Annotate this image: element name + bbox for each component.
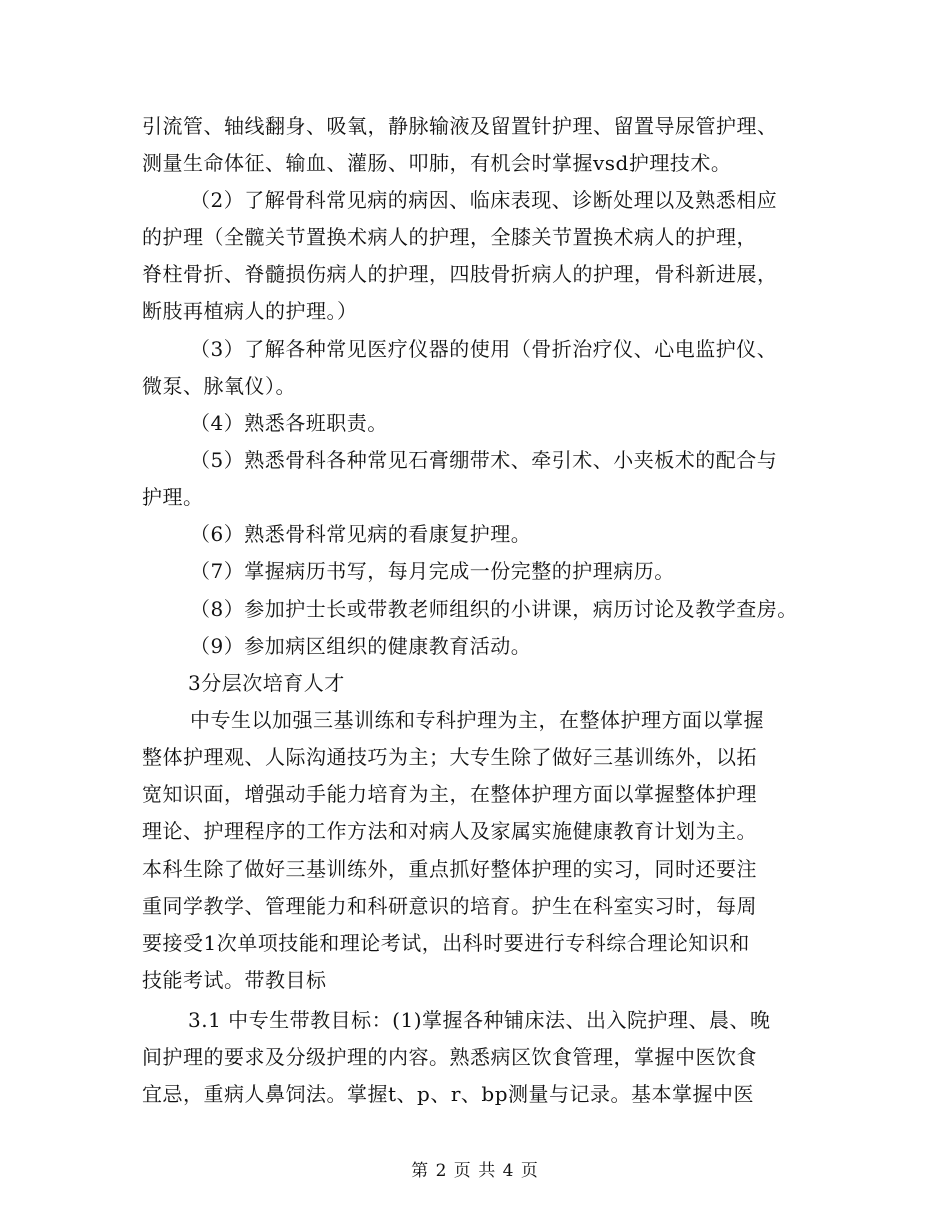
text-line: 引流管、轴线翻身、吸氧，静脉输液及留置针护理、留置导尿管护理、 [142,114,778,138]
text-line: 断肢再植病人的护理。） [142,299,358,323]
page-number-footer: 第 2 页 共 4 页 [411,1161,539,1181]
text-line: （6）熟悉骨科常见病的看康复护理。 [190,522,532,546]
text-line: 理论、护理程序的工作方法和对病人及家属实施健康教育计划为主。 [142,819,757,843]
text-line: 的护理（全髋关节置换术病人的护理，全膝关节置换术病人的护理， [142,225,757,249]
text-line: 脊柱骨折、脊髓损伤病人的护理，四肢骨折病人的护理，骨科新进展， [142,262,778,286]
text-line: （2）了解骨科常见病的病因、临床表现、诊断处理以及熟悉相应 [190,188,778,212]
text-line: （5）熟悉骨科各种常见石膏绷带术、牵引术、小夹板术的配合与 [190,448,778,472]
text-line: （4）熟悉各班职责。 [190,411,388,435]
text-line: 护理。 [142,485,204,509]
text-line: 微泵、脉氧仪）。 [142,374,296,398]
text-line: 要接受1次单项技能和理论考试，出科时要进行专科综合理论知识和 [142,931,750,955]
text-line: （3）了解各种常见医疗仪器的使用（骨折治疗仪、心电监护仪、 [190,337,778,361]
text-line: 技能考试。带教目标 [142,968,327,992]
text-line: 重同学教学、管理能力和科研意识的培育。护生在科室实习时，每周 [142,894,757,918]
text-line: 本科生除了做好三基训练外，重点抓好整体护理的实习，同时还要注 [142,857,757,881]
text-line: 3.1 中专生带教目标：(1)掌握各种铺床法、出入院护理、晨、晚 [188,1008,771,1032]
section-heading: 3分层次培育人才 [188,671,345,695]
text-line: （9）参加病区组织的健康教育活动。 [190,634,532,658]
text-line: 整体护理观、人际沟通技巧为主；大专生除了做好三基训练外，以拓 [142,745,757,769]
text-line: （7）掌握病历书写，每月完成一份完整的护理病历。 [190,559,675,583]
text-line: 间护理的要求及分级护理的内容。熟悉病区饮食管理，掌握中医饮食 [142,1045,757,1069]
text-line: 宽知识面，增强动手能力培育为主，在整体护理方面以掌握整体护理 [142,782,757,806]
text-line: （8）参加护士长或带教老师组织的小讲课，病历讨论及教学查房。 [190,597,798,621]
text-line: 测量生命体征、输血、灌肠、叩肺，有机会时掌握vsd护理技术。 [142,151,732,175]
text-line: 中专生以加强三基训练和专科护理为主，在整体护理方面以掌握 [190,708,764,732]
text-line: 宜忌，重病人鼻饲法。掌握t、p、r、bp测量与记录。基本掌握中医 [142,1082,755,1106]
